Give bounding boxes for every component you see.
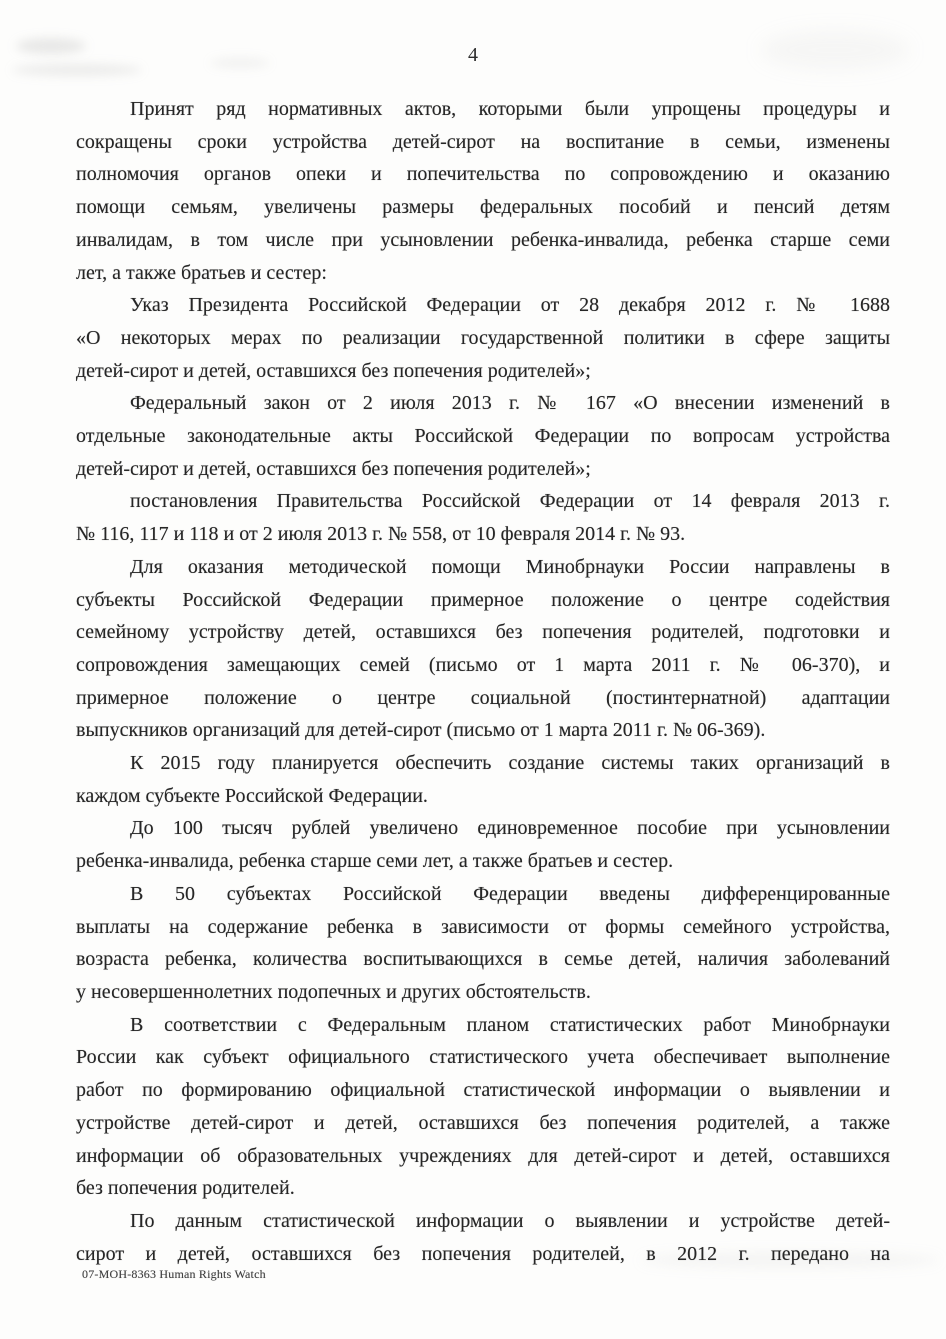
text-line: постановления Правительства Российской Федерации от 14 февраля 2013 г. — [130, 490, 890, 513]
paragraph — [76, 289, 890, 387]
paragraph — [76, 747, 890, 812]
paragraph — [76, 93, 890, 289]
paragraph — [76, 812, 890, 877]
text-line: помощи семьям, увеличены размеры федеральных пособий и пенсий детям — [76, 196, 890, 219]
text-line: ребенка-инвалида, ребенка старше семи лет, а также братьев и сестер. — [76, 850, 674, 873]
text-line: До 100 тысяч рублей увеличено единовременное пособие при усыновлении — [130, 817, 890, 840]
text-line: выплаты на содержание ребенка в зависимости от формы семейного устройства, — [76, 915, 890, 938]
text-line: субъекты Российской Федерации примерное положение о центре содействия — [76, 588, 890, 611]
text-line: Указ Президента Российской Федерации от 28 декабря 2012 г. № 1688 — [130, 294, 890, 317]
page-number: 4 — [468, 44, 478, 66]
text-line: лет, а также братьев и сестер: — [76, 261, 327, 284]
text-line: полномочия органов опеки и попечительства по сопровождению и оказанию — [76, 163, 890, 186]
footer-reference: 07-MOH-8363 Human Rights Watch — [82, 1267, 266, 1281]
text-line: В соответствии с Федеральным планом статистических работ Минобрнауки — [130, 1013, 890, 1036]
text-line: По данным статистической информации о выявлении и устройстве детей- — [130, 1209, 890, 1232]
text-line: инвалидам, в том числе при усыновлении ребенка-инвалида, ребенка старше семи — [76, 228, 890, 251]
text-line: К 2015 году планируется обеспечить создание системы таких организаций в — [130, 752, 890, 775]
text-line: семейному устройству детей, оставшихся без попечения родителей, подготовки и — [76, 621, 890, 644]
text-line: № 116, 117 и 118 и от 2 июля 2013 г. № 558, от 10 февраля 2014 г. № 93. — [76, 523, 686, 546]
paragraph — [76, 551, 890, 747]
text-line: сирот и детей, оставшихся без попечения родителей, в 2012 г. передано на — [76, 1242, 890, 1265]
text-line: детей-сирот и детей, оставшихся без попечения родителей»; — [76, 457, 591, 480]
document-body — [76, 93, 890, 1270]
text-line: работ по формированию официальной статистической информации о выявлении и — [76, 1079, 890, 1102]
text-line: В 50 субъектах Российской Федерации введены дифференцированные — [130, 882, 890, 905]
text-line: возраста ребенка, количества воспитывающихся в семье детей, наличия заболеваний — [76, 948, 890, 971]
text-line: детей-сирот и детей, оставшихся без попечения родителей»; — [76, 359, 591, 382]
text-line: Для оказания методической помощи Минобрнауки России направлены в — [130, 555, 890, 578]
text-line: устройстве детей-сирот и детей, оставшихся без попечения родителей, а также — [76, 1111, 890, 1134]
text-line: сокращены сроки устройства детей-сирот на воспитание в семьи, изменены — [76, 130, 890, 153]
paragraph — [76, 1009, 890, 1205]
text-line: без попечения родителей. — [76, 1177, 295, 1200]
text-line: примерное положение о центре социальной (постинтернатной) адаптации — [76, 686, 890, 709]
paragraph — [76, 387, 890, 485]
text-line: «О некоторых мерах по реализации государственной политики в сфере защиты — [76, 326, 890, 349]
text-line: Федеральный закон от 2 июля 2013 г. № 167 «О внесении изменений в — [130, 392, 890, 415]
text-line: Принят ряд нормативных актов, которыми были упрощены процедуры и — [130, 98, 890, 120]
text-line: информации об образовательных учреждениях для детей-сирот и детей, оставшихся — [76, 1144, 890, 1167]
paragraph — [76, 485, 890, 550]
text-line: у несовершеннолетних подопечных и других обстоятельств. — [76, 980, 591, 1003]
text-line: отдельные законодательные акты Российской Федерации по вопросам устройства — [76, 425, 890, 448]
text-line: сопровождения замещающих семей (письмо от 1 марта 2011 г. № 06-370), и — [76, 653, 890, 676]
paragraph — [76, 878, 890, 1009]
text-line: выпускников организаций для детей-сирот (письмо от 1 марта 2011 г. № 06-369). — [76, 719, 766, 742]
paragraph — [76, 1205, 890, 1270]
text-line: России как субъект официального статистического учета обеспечивает выполнение — [76, 1046, 890, 1069]
text-line: каждом субъекте Российской Федерации. — [76, 784, 428, 807]
